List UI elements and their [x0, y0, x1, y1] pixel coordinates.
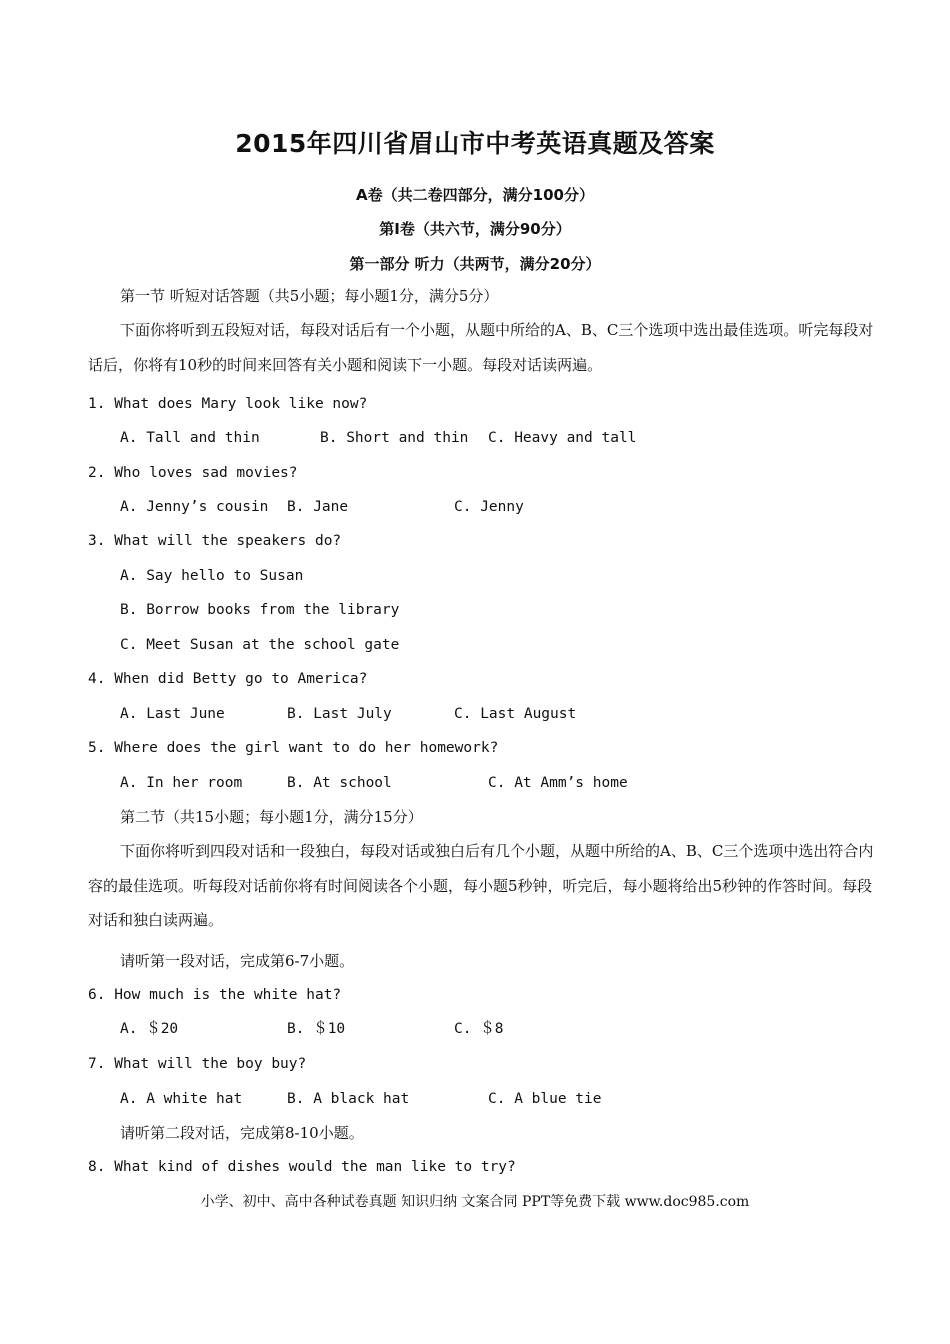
q4-option-b: B. Last July: [287, 706, 392, 722]
q4-option-a: A. Last June: [120, 706, 225, 722]
q2-option-c: C. Jenny: [454, 499, 524, 515]
q7-option-a: A. A white hat: [120, 1091, 243, 1107]
question-6: 6. How much is the white hat?: [88, 987, 342, 1003]
q7-option-b: B. A black hat: [287, 1091, 410, 1107]
page-footer: 小学、初中、高中各种试卷真题 知识归纳 文案合同 PPT等免费下载 www.doc985.com: [200, 1194, 750, 1210]
q3-option-b: B. Borrow books from the library: [120, 602, 400, 618]
q1-option-a: A. Tall and thin: [120, 430, 260, 446]
q1-option-c: C. Heavy and tall: [488, 430, 637, 446]
q6-option-a: A. ＄20: [120, 1021, 179, 1037]
q5-option-b: B. At school: [287, 775, 392, 791]
q3-option-a: A. Say hello to Susan: [120, 568, 304, 584]
question-2: 2. Who loves sad movies?: [88, 465, 298, 481]
dialogue-2-prompt: 请听第二段对话，完成第8-10小题。: [120, 1124, 364, 1142]
q2-option-a: A. Jenny’s cousin: [120, 499, 269, 515]
question-3: 3. What will the speakers do?: [88, 533, 342, 549]
section-2-instructions: 下面你将听到四段对话和一段独白，每段对话或独白后有几个小题，从题中所给的A、B、C三个选项中选出符合内容的最佳选项。听每段对话前你将有时间阅读各个小题，每小题5秒钟，听完后，每小题将给出5秒钟的作答时间。每段对话和独白读两遍。: [88, 842, 874, 929]
q5-option-a: A. In her room: [120, 775, 243, 791]
question-8: 8. What kind of dishes would the man like to try?: [88, 1159, 516, 1175]
question-7: 7. What will the boy buy?: [88, 1056, 307, 1072]
q6-option-c: C. ＄8: [454, 1021, 504, 1037]
dialogue-1-prompt: 请听第一段对话，完成第6-7小题。: [120, 952, 355, 970]
volume-1-heading: 第I卷（共六节，满分90分）: [379, 220, 571, 238]
section-1-instructions: 下面你将听到五段短对话，每段对话后有一个小题，从题中所给的A、B、C三个选项中选出最佳选项。听完每段对话后，你将有10秒的时间来回答有关小题和阅读下一小题。每段对话读两遍。: [88, 321, 874, 374]
q5-option-c: C. At Amm’s home: [488, 775, 628, 791]
section-2-title: 第二节（共15小题；每小题1分，满分15分）: [120, 808, 423, 826]
part-1-heading: 第一部分 听力（共两节，满分20分）: [349, 255, 601, 273]
question-4: 4. When did Betty go to America?: [88, 671, 368, 687]
q3-option-c: C. Meet Susan at the school gate: [120, 637, 400, 653]
q7-option-c: C. A blue tie: [488, 1091, 602, 1107]
q4-option-c: C. Last August: [454, 706, 577, 722]
q6-option-b: B. ＄10: [287, 1021, 346, 1037]
page-title: 2015年四川省眉山市中考英语真题及答案: [235, 129, 715, 158]
question-1: 1. What does Mary look like now?: [88, 396, 368, 412]
q1-option-b: B. Short and thin: [320, 430, 469, 446]
paper-a-heading: A卷（共二卷四部分，满分100分）: [356, 186, 594, 204]
section-1-title: 第一节 听短对话答题（共5小题；每小题1分，满分5分）: [120, 287, 499, 305]
question-5: 5. Where does the girl want to do her homework?: [88, 740, 499, 756]
q2-option-b: B. Jane: [287, 499, 349, 515]
